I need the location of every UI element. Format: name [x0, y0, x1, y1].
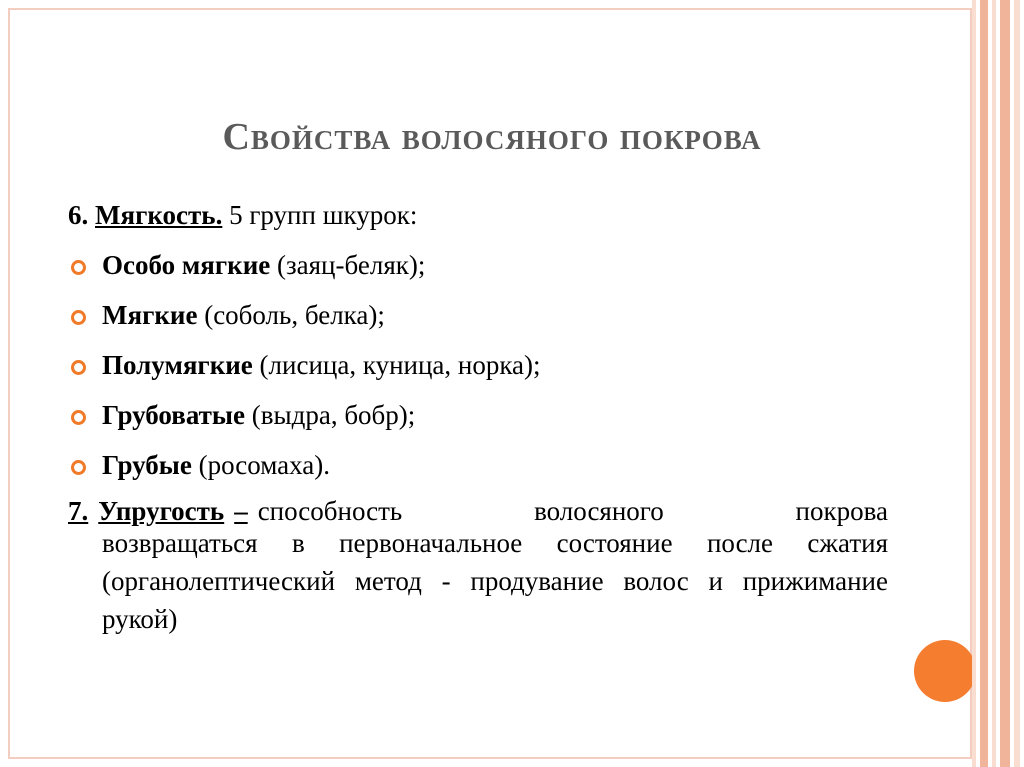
slide-content	[68, 198, 888, 638]
item-text: (росомаха).	[191, 450, 330, 480]
section-7-text-rest: возвращаться в первоначальное состояние после сжатия (органолептический метод - продувание волос и прижимание рукой)	[102, 528, 888, 634]
section-7-heading	[68, 496, 258, 526]
list-item	[68, 298, 888, 332]
item-term: Мягкие	[102, 300, 198, 330]
section-6-text: 5 групп шкурок:	[222, 200, 418, 230]
bullet-icon	[71, 460, 86, 475]
bullet-icon	[71, 310, 86, 325]
item-term: Грубоватые	[102, 400, 245, 430]
item-text: (заяц-беляк);	[270, 250, 426, 280]
decorative-circle	[914, 640, 976, 702]
item-term: Грубые	[102, 450, 192, 480]
item-text: (соболь, белка);	[197, 300, 385, 330]
stripe	[1000, 0, 1010, 767]
bullet-icon	[71, 360, 86, 375]
section-6-line	[68, 198, 888, 232]
stripe	[992, 0, 996, 767]
list-item	[68, 398, 888, 432]
stripe	[972, 0, 976, 767]
stripe	[1014, 0, 1020, 767]
item-term: Полумягкие	[102, 350, 253, 380]
stripe	[980, 0, 988, 767]
list-item	[68, 448, 888, 482]
bullet-icon	[71, 260, 86, 275]
list-item	[68, 348, 888, 382]
section-7-dash: –	[234, 496, 248, 526]
item-text: (лисица, куница, норка);	[252, 350, 541, 380]
item-text: (выдра, бобр);	[244, 400, 416, 430]
list-item	[68, 248, 888, 282]
section-7-text-start: способность волосяного покрова	[257, 496, 888, 526]
decorative-stripes	[972, 0, 1024, 767]
section-7-term: Упругость	[98, 496, 225, 526]
section-6-number: 6.	[68, 200, 89, 230]
section-7-number: 7.	[68, 496, 89, 526]
item-term: Особо мягкие	[102, 250, 271, 280]
slide-title: Свойства волосяного покрова	[222, 116, 762, 158]
section-6-term: Мягкость.	[95, 200, 223, 230]
slide-frame	[8, 8, 972, 759]
bullet-icon	[71, 410, 86, 425]
